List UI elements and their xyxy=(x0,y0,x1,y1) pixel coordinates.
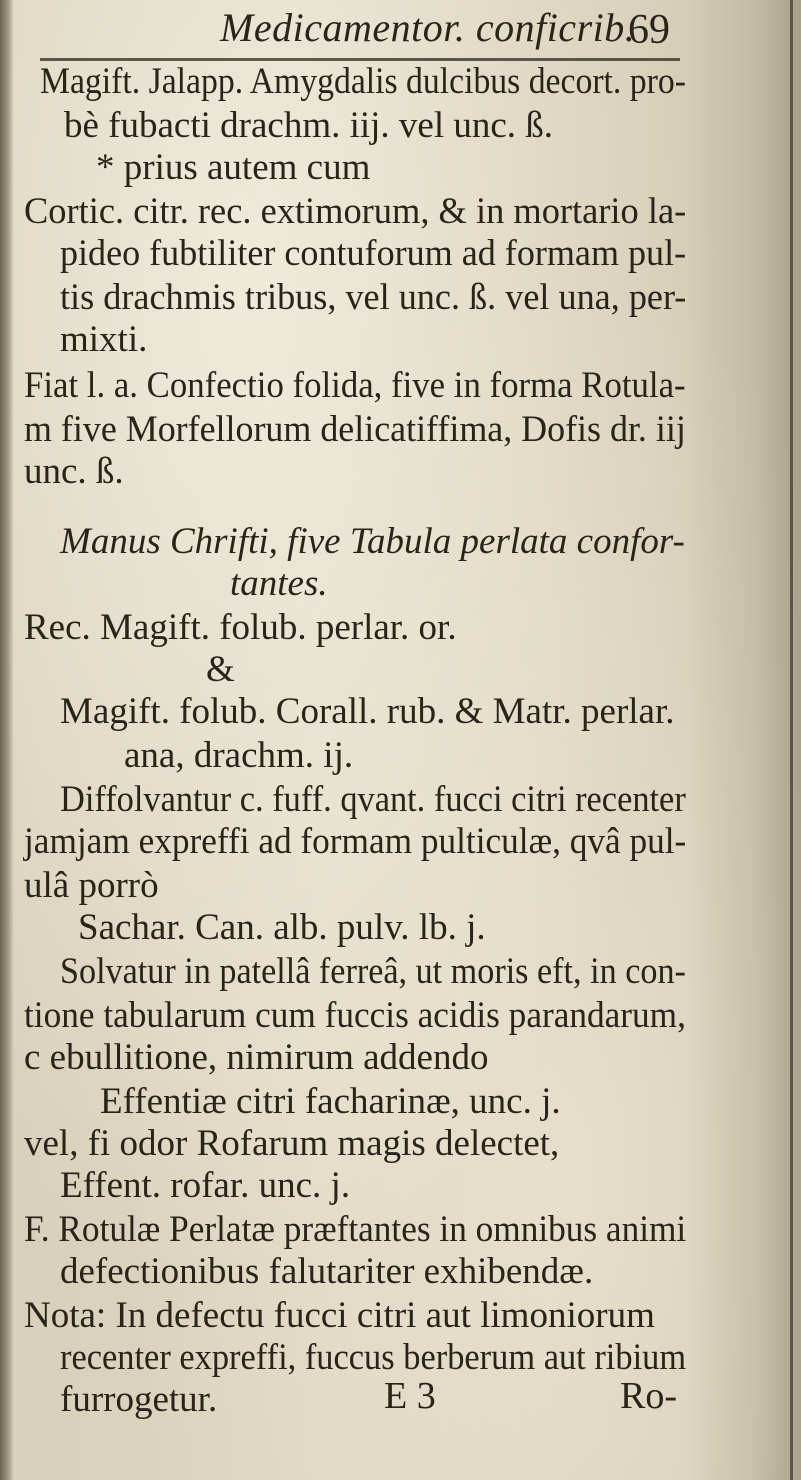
text-line: Cortic. citr. rec. extimorum, & in mortario la- xyxy=(24,191,687,232)
page-edge-shadow xyxy=(688,0,801,1480)
catchword: Ro- xyxy=(620,1375,677,1417)
section-heading: Manus Chrifti, five Tabula perlata confor- xyxy=(60,521,685,562)
text-line: ulâ porrò xyxy=(24,865,159,906)
text-line: F. Rotulæ Perlatæ præftantes in omnibus animi xyxy=(24,1209,687,1250)
text-line: m five Morfellorum delicatiffima, Dofis dr. iij xyxy=(24,409,686,450)
page-number: 69 xyxy=(628,7,670,53)
text-line: mixti. xyxy=(60,319,148,360)
text-line: pideo fubtiliter contuforum ad formam pul- xyxy=(60,233,687,274)
text-line: furrogetur. xyxy=(60,1379,218,1420)
text-line: jamjam expreffi ad formam pulticulæ, qvâ pul- xyxy=(24,821,687,862)
running-head: Medicamentor. conficrib. xyxy=(220,5,636,50)
signature-mark: E 3 xyxy=(384,1375,436,1417)
text-line: Diffolvantur c. fuff. qvant. fucci citri recenter xyxy=(60,779,686,820)
text-line: Nota: In defectu fucci citri aut limoniorum xyxy=(24,1295,655,1336)
text-line: Fiat l. a. Confectio folida, five in forma Rotula- xyxy=(24,365,686,406)
text-line: defectionibus falutariter exhibendæ. xyxy=(60,1251,594,1292)
text-line: Effentiæ citri facharinæ, unc. j. xyxy=(100,1081,561,1122)
section-heading: tantes. xyxy=(230,563,328,604)
text-line: unc. ß. xyxy=(24,451,124,492)
text-line: * prius autem cum xyxy=(96,147,371,188)
text-line: Rec. Magift. folub. perlar. or. xyxy=(24,607,457,648)
text-line: bè fubacti drachm. iij. vel unc. ß. xyxy=(64,105,554,146)
text-line: tione tabularum cum fuccis acidis parandarum, xyxy=(24,995,686,1036)
text-line: vel, fi odor Rofarum magis delectet, xyxy=(24,1123,560,1164)
text-line: & xyxy=(206,649,235,690)
page-gutter xyxy=(0,0,14,1480)
text-line: Magift. folub. Corall. rub. & Matr. perlar. xyxy=(60,691,675,732)
text-line: recenter expreffi, fuccus berberum aut ribium xyxy=(60,1337,687,1378)
text-line: Sachar. Can. alb. pulv. lb. j. xyxy=(78,907,486,948)
text-line: Solvatur in patellâ ferreâ, ut moris eft, in con- xyxy=(60,951,686,992)
facing-page-edge xyxy=(790,0,793,1480)
text-line: Effent. rofar. unc. j. xyxy=(60,1165,351,1206)
text-line: ana, drachm. ij. xyxy=(124,735,354,776)
text-line: tis drachmis tribus, vel unc. ß. vel una, per- xyxy=(60,277,687,318)
text-line: Magift. Jalapp. Amygdalis dulcibus decort. pro- xyxy=(40,61,686,102)
text-line: c ebullitione, nimirum addendo xyxy=(24,1037,489,1078)
